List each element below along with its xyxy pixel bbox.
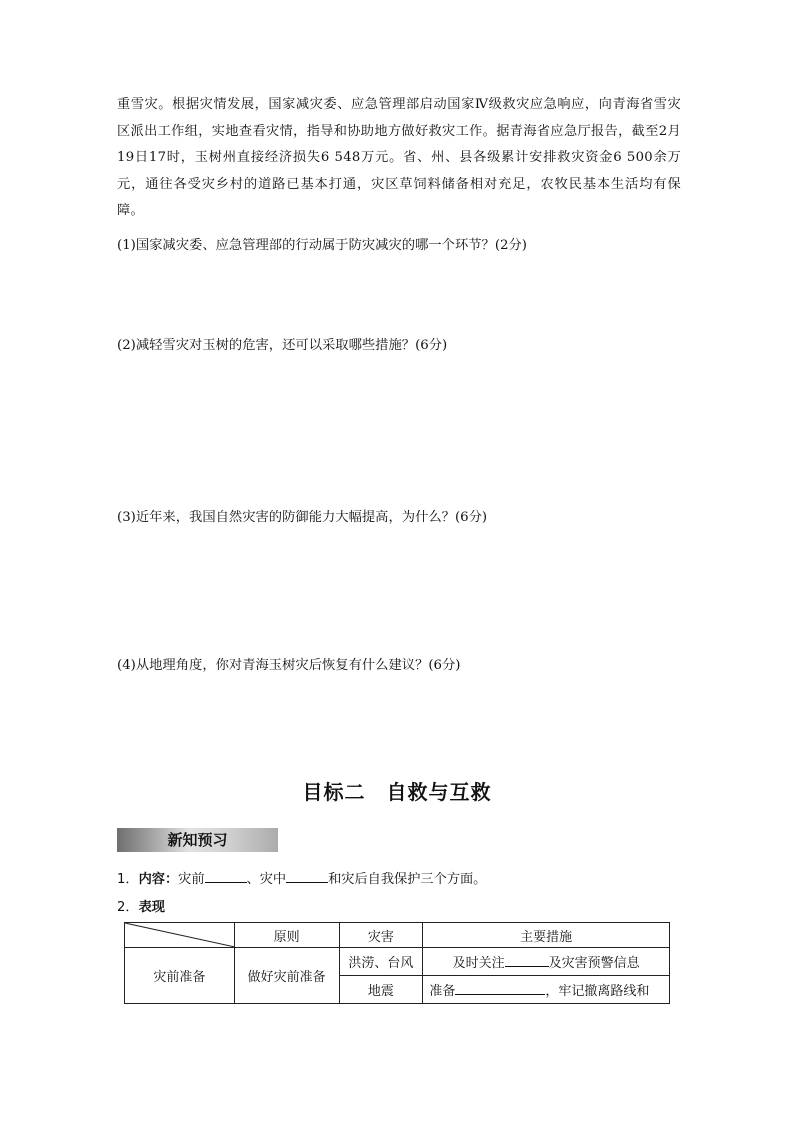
measure-text: 及时关注 <box>452 956 505 971</box>
header-disaster: 灾害 <box>339 923 423 948</box>
measure-text: ，牢记撤离路线和 <box>545 984 650 999</box>
item-text-3: 和灾后自我保护三个方面。 <box>328 872 487 887</box>
section-title: 目标二 自救与互救 <box>302 780 492 804</box>
item-number: 2． <box>117 900 139 915</box>
disaster-cell: 地震 <box>339 976 423 1004</box>
measure-text: 及灾害预警信息 <box>548 956 640 971</box>
item-label: 内容： <box>138 872 179 887</box>
disaster-cell: 洪涝、台风 <box>339 948 423 976</box>
fill-blank-1[interactable] <box>205 870 247 883</box>
stage-cell: 灾前准备 <box>125 948 235 1004</box>
content-item <box>117 868 486 887</box>
fill-blank-4[interactable] <box>455 982 545 995</box>
section-banner <box>117 828 278 852</box>
measures-table <box>124 922 670 1004</box>
diagonal-line <box>125 923 235 947</box>
expression-item <box>117 896 165 915</box>
header-principle: 原则 <box>234 923 339 948</box>
item-text-2: 、灾中 <box>246 872 287 887</box>
table-header-row <box>125 923 670 948</box>
header-measures: 主要措施 <box>423 923 670 948</box>
intro-paragraph: 重雪灾。根据灾情发展，国家减灾委、应急管理部启动国家Ⅳ级救灾应急响应，向青海省雪灾区派出工作组，实地查看灾情，指导和协助地方做好救灾工作。据青海省应急厅报告，截至2月19日17时，玉树州直接经济损失6 548万元。省、州、县各级累计安排救灾资金6 500余万元，通往各受灾乡村的道路已基本打通，灾区草饲料储备相对充足，农牧民基本生活均有保障。 <box>117 97 681 218</box>
measure-text: 准备 <box>429 984 456 999</box>
question-3: (3)近年来，我国自然灾害的防御能力大幅提高，为什么？(6分) <box>117 510 488 525</box>
question-2: (2)减轻雪灾对玉树的危害，还可以采取哪些措施？(6分) <box>117 338 448 353</box>
question-4: (4)从地理角度，你对青海玉树灾后恢复有什么建议？(6分) <box>117 658 461 673</box>
table-row <box>125 948 670 976</box>
item-label: 表现 <box>138 900 165 915</box>
item-text-1: 灾前 <box>178 872 205 887</box>
fill-blank-2[interactable] <box>286 870 328 883</box>
principle-cell: 做好灾前准备 <box>234 948 339 1004</box>
measure-cell <box>423 948 670 976</box>
fill-blank-3[interactable] <box>505 954 549 967</box>
item-number: 1． <box>117 872 139 887</box>
diagonal-header-cell <box>125 923 235 948</box>
question-1: (1)国家减灾委、应急管理部的行动属于防灾减灾的哪一个环节？(2分) <box>117 238 527 253</box>
banner-label: 新知预习 <box>167 831 228 849</box>
measure-cell <box>423 976 670 1004</box>
